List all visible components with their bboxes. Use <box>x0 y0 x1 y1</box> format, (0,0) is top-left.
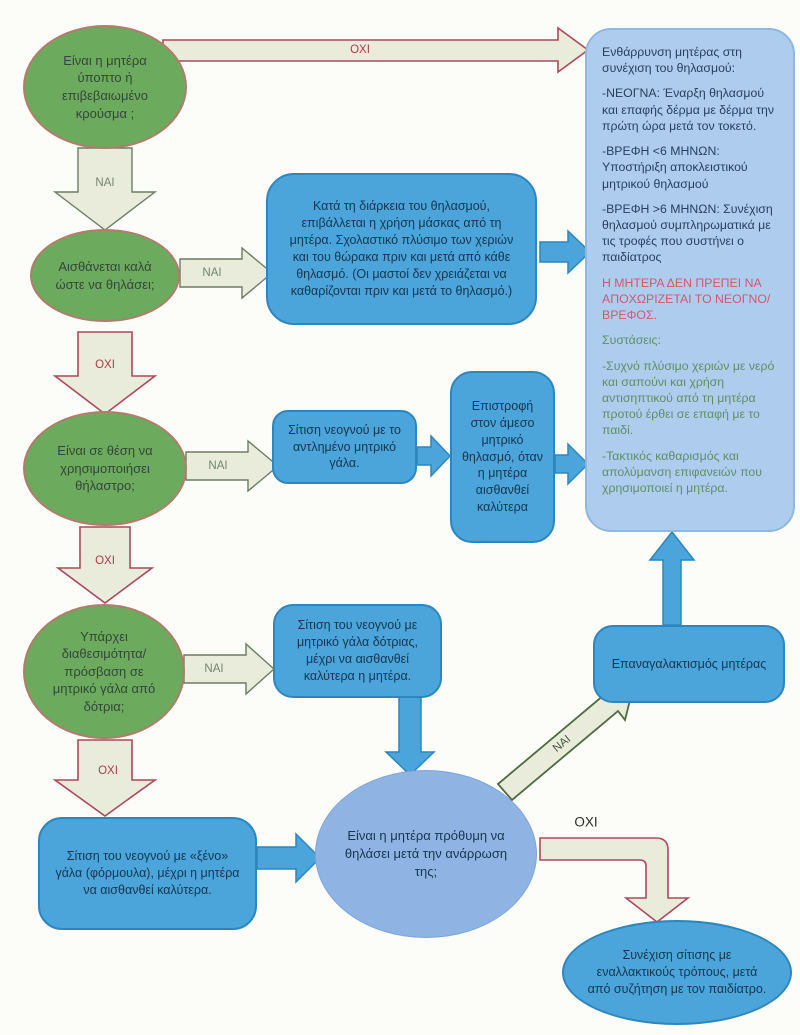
node-text: Κατά τη διάρκεια του θηλασμού, επιβάλλεται η χρήση μάσκας από τη μητέρα. Σχολαστικό πλύσιμο των χεριών και του θώρακα πριν και μετά από κάθε θηλασμό. (Οι μαστοί δεν χρειάζεται να καθαρίζονται πριν και μετά το θηλασμό.) <box>289 199 514 298</box>
label-no-2: ΟΧΙ <box>95 359 115 371</box>
node-formula-feeding <box>38 817 257 930</box>
panel-paragraph: -ΒΡΕΦΗ >6 ΜΗΝΩΝ: Συνέχιση θηλασμού συμπληρωματικά με τις τροφές που συστήνει ο παιδίατρος <box>602 201 773 265</box>
panel-paragraph: -Τακτικός καθαρισμός και απολύμανση επιφανειών που χρησιμοποιεί η μητέρα. <box>602 448 762 496</box>
node-text: Υπάρχει διαθεσιμότητα/ πρόσβαση σε μητρικό γάλα από δότρια; <box>52 628 156 714</box>
guidance-panel <box>585 28 795 532</box>
node-text: Σίτιση νεογνού με το αντλημένο μητρικό γάλα. <box>288 422 401 471</box>
panel-paragraph: Ενθάρρυνση μητέρας στη συνέχιση του θηλασμού: <box>602 45 743 76</box>
node-return-breastfeeding <box>450 371 555 543</box>
arrow-expressed-to-return <box>417 436 450 476</box>
arrow-yes-right-2 <box>180 248 272 298</box>
panel-paragraph: -ΒΡΕΦΗ <6 ΜΗΝΩΝ: Υποστήριξη αποκλειστικού μητρικού θηλασμού <box>602 144 748 191</box>
arrow-relactation-to-panel <box>650 532 694 625</box>
node-relactation <box>593 625 785 703</box>
node-mask-instructions <box>266 173 537 325</box>
node-text: Είναι η μητέρα ύποπτο ή επιβεβαιωμένο κρούσμα ; <box>62 52 148 121</box>
node-text: Επιστροφή στον άμεσο μητρικό θηλασμό, όταν η μητέρα αισθανθεί καλύτερα <box>461 398 544 515</box>
node-donor-milk-feeding <box>273 604 442 698</box>
node-text: Επαναγαλακτισμός μητέρας <box>611 656 767 671</box>
node-q-donor-milk <box>23 604 185 739</box>
label-no-3: ΟΧΙ <box>95 555 115 567</box>
arrow-yes-right-4 <box>184 644 274 694</box>
arrow-no-down-2 <box>55 332 155 414</box>
node-q-willing-to-breastfeed <box>315 770 537 938</box>
label-no-bottom: ΟΧΙ <box>574 814 598 830</box>
node-q-feels-well <box>30 229 180 322</box>
node-text: Σίτιση του νεογνού με μητρικό γάλα δότριας, μέχρι να αισθανθεί καλύτερα η μητέρα. <box>296 618 419 683</box>
label-yes-4: ΝΑΙ <box>204 663 224 675</box>
panel-paragraph-warning: Η ΜΗΤΕΡΑ ΔΕΝ ΠΡΕΠΕΙ ΝΑ ΑΠΟΧΩΡΙΖΕΤΑΙ ΤΟ ΝΕΟΓΝΟ/ΒΡΕΦΟΣ. <box>602 275 771 323</box>
node-alternative-feeding <box>562 920 792 1025</box>
label-no-top: ΟΧΙ <box>350 44 370 56</box>
arrow-no-top <box>163 28 588 72</box>
panel-paragraph-recommendations-title: Συστάσεις: <box>602 333 661 348</box>
node-text: Αισθάνεται καλά ώστε να θηλάσει; <box>55 258 155 292</box>
node-expressed-milk <box>272 410 417 484</box>
arrow-yes-down-1 <box>55 148 155 230</box>
label-yes-3: ΝΑΙ <box>208 460 228 472</box>
arrow-yes-right-3 <box>186 441 278 491</box>
node-text: Είναι η μητέρα πρόθυμη να θηλάσει μετά την ανάρρωση της; <box>344 827 508 880</box>
panel-paragraph: -ΝΕΟΓΝΑ: Έναρξη θηλασμού και επαφής δέρμα με δέρμα την πρώτη ώρα μετά τον τοκετό. <box>602 86 775 133</box>
arrow-mask-to-panel <box>540 231 590 273</box>
arrow-formula-to-circle <box>257 834 320 882</box>
node-text: Σίτιση του νεογνού με «ξένο» γάλα (φόρμουλα), μέχρι η μητέρα να αισθανθεί καλύτερα. <box>55 849 240 897</box>
arrow-donor-to-circle <box>386 697 434 775</box>
node-q-suspect-case <box>23 25 187 149</box>
arrow-return-to-panel <box>555 444 588 484</box>
label-yes-diagonal: ΝΑΙ <box>550 733 574 755</box>
panel-paragraph: -Συχνό πλύσιμο χεριών με νερό και σαπούνι και χρήση αντισηπτικού από τη μητέρα προτού έρθει σε επαφή με το παιδί. <box>602 358 775 438</box>
arrow-no-down-4 <box>55 740 155 816</box>
node-text: Συνέχιση σίτισης με εναλλακτικούς τρόπους, μετά από συζήτηση με τον παιδίατρο. <box>587 947 767 997</box>
label-yes-1: ΝΑΙ <box>95 177 115 189</box>
arrow-no-elbow-bottom <box>540 838 688 922</box>
label-yes-2: ΝΑΙ <box>202 267 222 279</box>
node-text: Είναι σε θέση να χρησιμοποιήσει θήλαστρο; <box>57 443 153 494</box>
label-no-4: ΟΧΙ <box>98 765 118 777</box>
node-q-breast-pump <box>23 411 187 526</box>
